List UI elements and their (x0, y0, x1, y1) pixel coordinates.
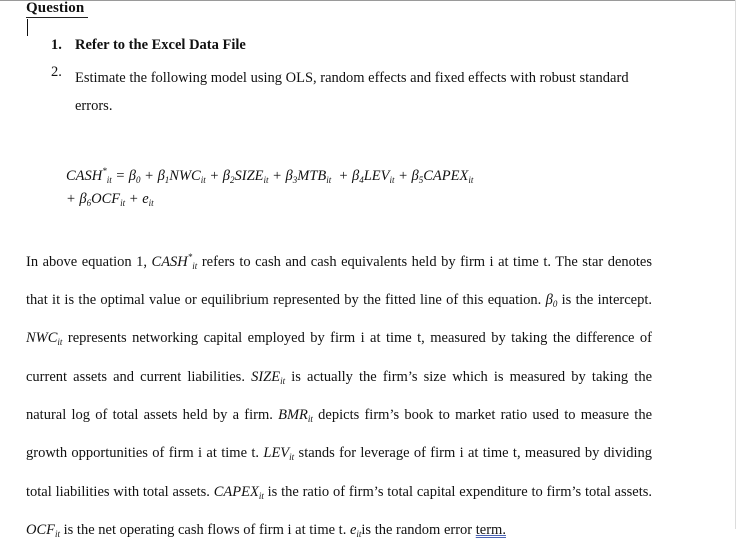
list-item-text: Estimate the following model using OLS, random effects and fixed effects with robust standard errors. (75, 70, 629, 114)
text-cursor[interactable] (27, 19, 28, 36)
list-item-2 (51, 64, 661, 120)
explanation-paragraph: In above equation 1, $CASH^*_{it}$ refers to cash and cash equivalents held by firm i at time t. The star denotes that it is the optimal value or equilibrium represented by the fitted line of this equation. $\beta_0$ is the intercept. $NWC_{it}$ represents networking capital employed by firm i at time t, measured by taking the difference of current assets and current liabilities. $SIZE_{it}$ is actually the firm’s size which is measured by taking the natural log of total assets held by a firm. $BMR_{it}$ depicts firm’s book to market ratio used to measure the growth opportunities of firm i at time t. $LEV_{it}$ stands for leverage of firm i at time t, measured by dividing total liabilities with total assets. $CAPEX_{it}$ is the ratio of firm’s total capital expenditure to firm’s total assets. $OCF_{it}$ is the net operating cash flows of firm i at time t. $e_{it}is$ the random error term. (26, 252, 653, 539)
equation-line-1: $CASH^*_{it} = \beta_0 + \beta_1NWC_{it}$ + $\beta_2SIZE_{it} + \beta_3MTB_{it} + \beta_4LEV_{it}$ + $\beta_5CAPEX_{it}$ (66, 166, 474, 185)
equation-line-2: + $\beta_6OCF_{it} + e_{it}$ (66, 191, 154, 208)
top-border (0, 0, 736, 1)
list-item-number: 2. (51, 64, 62, 80)
section-heading: Question (26, 0, 85, 16)
heading-underline (26, 17, 88, 18)
list-item-text: Refer to the Excel Data File (75, 37, 246, 53)
spellcheck-underlined-word: term. (475, 521, 506, 538)
list-item-number: 1. (51, 37, 62, 53)
